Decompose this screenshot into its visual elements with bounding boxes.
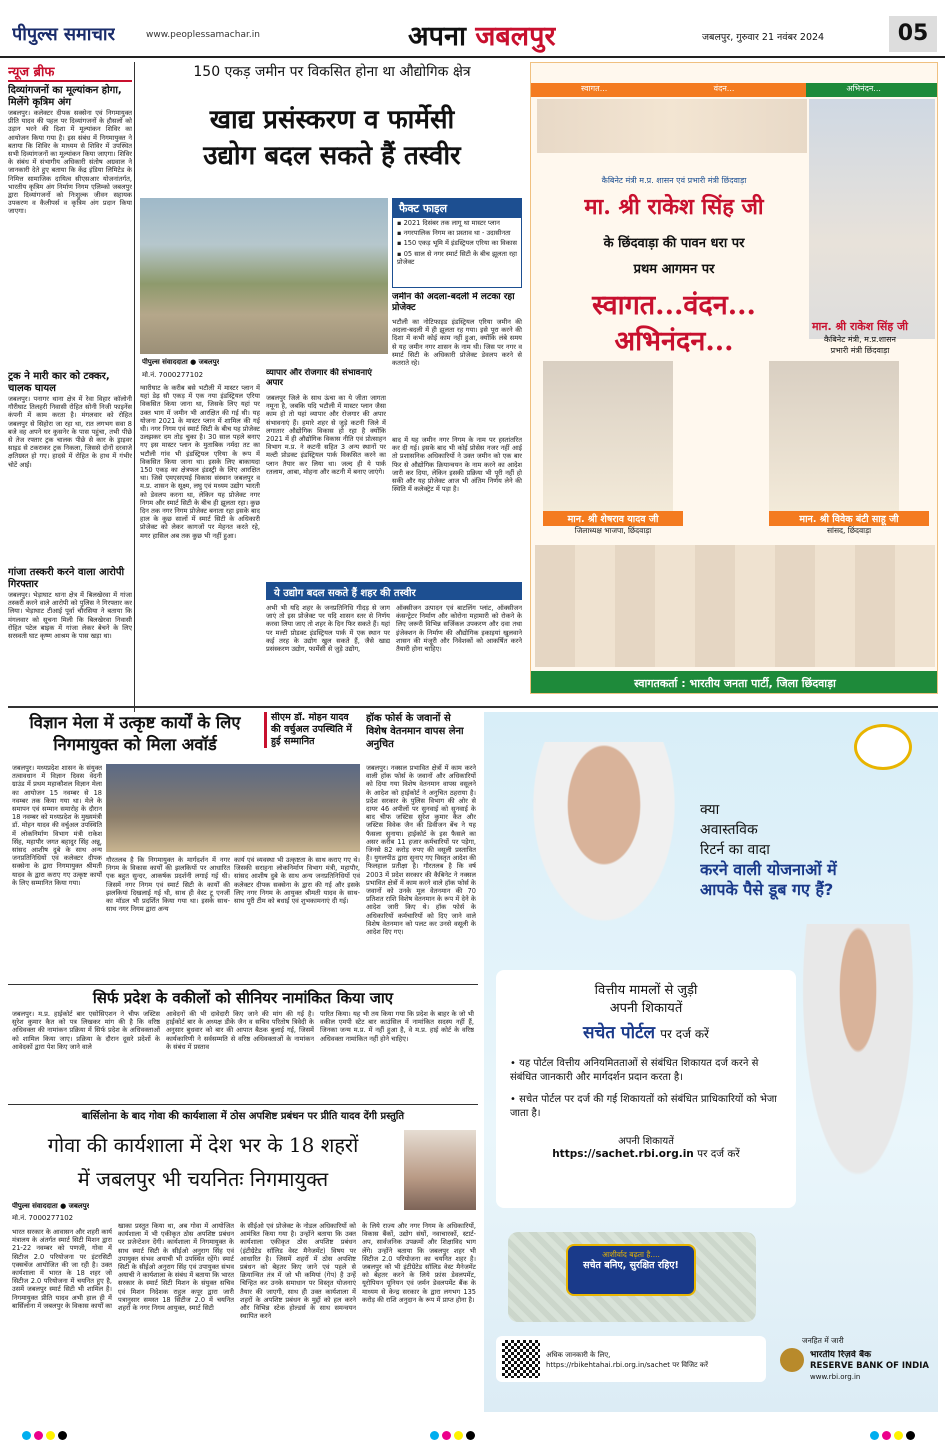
story-text: खाका प्रस्तुत किया था, अब गोवा में आयोजित कार्यशाला में भी एकीकृत ठोस अपशिष्ट प्रबंधन पर प्रजेन्टेशन देंगी। कार्यशाला में निगमायुक्त के साथ स्मार्ट सिटी के सीईओ अनुराग सिंह एवं उपायुक्त संभव अयाची भी उपस्थित रहेंगे। स्मार्ट सिटी के सीईओ अनुराग सिंह एवं उपायुक्त संभव अयाची ने कार्यशाला के संबंध में बताया कि भारत सरकार के स्मार्ट सिटी मिशन के संयुक्त सचिव एवं मिशन निदेशक राहुल कपूर द्वारा जारी पत्रानुसार समस्त 18 सिटीज 2.0 में चयनित शहरों के नगर निगम आयुक्त, स्मार्ट सिटी bbox=[118, 1222, 234, 1313]
brief-title: ट्रक ने मारी कार को टक्कर, चालक घायल bbox=[8, 371, 110, 394]
rbi-advert bbox=[484, 712, 938, 1412]
ad-designation: कैबिनेट मंत्री म.प्र. शासन एवं प्रभारी मंत्री छिंदवाड़ा bbox=[601, 176, 747, 185]
masthead bbox=[0, 0, 945, 58]
photo-credit: पीपुल्स संवाददाता ● जबलपुर bbox=[12, 1202, 90, 1210]
ad-right-caption: मान. श्री राकेश सिंह जी कैबिनेट मंत्री, म.प्र.शासन प्रभारी मंत्री छिंदवाड़ा bbox=[811, 320, 909, 355]
story-text: बाद में यह जमीन नगर निगम के नाम पर हस्तांतरित कर दी गई। इसके बाद भी कोई प्रोसेस नजर नहीं आई तो प्रशासनिक अधिकारियों ने उक्त जमीन को एक बार फिर से औद्योगिक क्रियान्वयन के नाम करने का आदेश जारी कर दिया, लेकिन इसकी प्रक्रिया भी पूरी नहीं हो सकी और यह प्रोजेक्ट आज भी अंतिम निर्णय लेने की स्थिति में कलेक्ट्रेट में पड़ा है। bbox=[392, 436, 522, 494]
leader-portrait bbox=[769, 361, 899, 511]
subhead: जमीन की अदला-बदली में लटका रहा प्रोजेक्ट bbox=[392, 292, 515, 313]
news-brief bbox=[8, 62, 132, 712]
rbi-emblem bbox=[780, 1348, 804, 1372]
factfile bbox=[392, 198, 522, 288]
story-text: आवेदनों की भी दावेदारी किए जाने की मांग की गई है। हाईकोर्ट बार के अध्यक्ष डीके जैन व सचिव परितोष त्रिवेदी के अनुसार बुधवार को बार की आपात बैठक बुलाई गई, जिसमें कार्यकारिणी ने सर्वसम्मति से वरिष्ठ अधिवक्ताओं के नामांकन के संबंध में प्रस्ताव bbox=[166, 1010, 314, 1051]
story-text: अभी भी यदि शहर के जनप्रतिनिधि गीदड़ से जाग जाएं तो इस प्रोजेक्ट पर यदि शासन स्तर से निर्णय करवा लिया जाए तो शहर के दिन फिर सकते हैं। यहां पर मल्टी प्रोडक्ट इंडस्ट्रियल पार्क में एक स्थान पर कई तरह के उद्योग खुल सकते हैं, जैसे खाद्य प्रसंस्करण उद्योग, फार्मेसी से जुड़े उद्योग, bbox=[266, 604, 390, 654]
masthead-url[interactable]: www.peoplessamachar.in bbox=[146, 30, 260, 40]
sachet-url[interactable]: https://sachet.rbi.org.in bbox=[552, 1148, 694, 1160]
section-rule bbox=[8, 706, 938, 708]
rbi-name: भारतीय रिज़र्व बैंक RESERVE BANK OF INDIA www.rbi.org.in bbox=[810, 1350, 929, 1381]
brand-logo: पीपुल्स समाचार bbox=[12, 24, 115, 45]
welcome-advert bbox=[530, 62, 938, 694]
story-text: ऑक्सीजन उत्पादन एवं बाटलिंग प्लांट, ऑक्सीजन कंसन्ट्रेटर निर्माण और कोरोना महामारी को रोकने के लिए जरूरी विभिन्न सर्जिकल उपकरण और दवा तथा इंजेक्शन के निर्माण की औद्योगिक इकाइयां खुलवाने शासन की मंजूरी और निवेशकों को आकर्षित करने तैयारी होना चाहिए। bbox=[396, 604, 522, 654]
science-photo bbox=[106, 764, 360, 852]
story-text: जबलपुर। मध्यप्रदेश शासन के संयुक्त तत्वावधान में विज्ञान दिवस वेदनी ग्राउंड में प्रथम महाकौशल विज्ञान मेला का आयोजन 15 नवम्बर से 18 नवम्बर तक किया गया था। मेले के समापन एवं सम्मान समारोह के दौरान 18 नवम्बर को मध्यप्रदेश के मुख्यमंत्री डॉ. मोहन यादव की वर्चुअल उपस्थिति में लोकनिर्माण विभाग मंत्री राकेश सिंह, महापौर जगत बहादुर सिंह अन्नू, सांसद आशीष दुबे के साथ अन्य जनप्रतिनिधियों एवं कलेक्टर दीपक सक्सेना के द्वारा निगमायुक्त श्रीमती यादव के द्वारा कराए गए उत्कृष्ट कार्यों के लिए सम्मानित किया गया। bbox=[12, 764, 102, 887]
section-title: अपना जबलपुर bbox=[408, 21, 556, 52]
hawk-headline: हॉक फोर्स के जवानों से विशेष वेतनमान वापस लेना अनुचित bbox=[366, 713, 464, 750]
registration-marks-left bbox=[22, 1431, 70, 1440]
science-headline: विज्ञान मेला में उत्कृष्ट कार्यों के लिए निगमायुक्त को मिला अवॉर्ड bbox=[29, 713, 241, 754]
ad-footer: स्वागतकर्ता : भारतीय जनता पार्टी, जिला छिंदवाड़ा bbox=[531, 671, 938, 694]
story-text: गौरतलब है कि निगमायुक्त के मार्गदर्शन में नगर निगम के विकास कार्यों की झलकियों पर आधारित एक बहुत सुन्दर, आकर्षक प्रदर्शनी लगाई गई थी। जिसमें नगर निगम एवं स्मार्ट सिटी के कार्यों की झलकियां दिखलाई गई थी, साथ ही वेस्ट टू एनर्जी का मॉडल भी प्रदर्शित किया गया था। इसके साथ-साथ नगर निगम द्वारा अन्य bbox=[106, 856, 230, 914]
brief-body: जबलपुर। भेड़ाघाट थाना क्षेत्र में बिलखेरवा में गांजा तस्करी करने वाले आरोपी को पुलिस ने गिरफ्तार कर लिया। भेड़ाघाट टीआई पूर्वा चौरसिया ने बताया कि मंगलवार को सूचना मिली कि बिलखेरवा निवासी रोहित पटेल बाइक में गांजा लेकर बेचने के लिए सरस्वती घाट कृष्ण आश्रम के पास खड़ा था। bbox=[8, 591, 132, 641]
brief-title: गांजा तस्करी करने वाला आरोपी गिरफ्तार bbox=[8, 567, 125, 590]
rbi-info-box: वित्तीय मामलों से जुड़ी अपनी शिकायतें सचेत पोर्टल पर दर्ज करें • यह पोर्टल वित्तीय अनियमितताओं से संबंधित शिकायत दर्ज करने से संबंधित जानकारी और मार्गदर्शन प्रदान करता है। • सचेत पोर्टल पर दर्ज की गई शिकायतों को संबंधित प्राधिकारियों को भेजा जाता है। अपनी शिकायतें https://sachet.rbi.org.in पर दर्ज करें bbox=[496, 970, 796, 1208]
ad-abhinandan: अभिनंदन... bbox=[614, 326, 734, 357]
story-text: भटौली का नोटिफाइड इंडस्ट्रियल एरिया जमीन की अदला-बदली में ही झूलता रह गया। इसे पूरा करने की दिशा में कभी कोई काम नहीं हुआ, क्योंकि लंबे समय से यह जमीन नगर शासन के नाम थी। जिस पर नगर व स्मार्ट सिटी के अधिकारी प्रोजेक्ट डेवलप करने से कतराते रहे। bbox=[392, 318, 522, 368]
leader-portrait bbox=[543, 361, 673, 511]
officer-portrait bbox=[404, 1130, 476, 1210]
story-text: जबलपुर जिले के साथ ऊंचा का ये जीता जागता नमूना है, जबकि यदि भटौली में मास्टर प्लान जैसा काम हो तो यहां व्यापार और रोजगार की अपार संभावनाएं हैं। हमारे शहर से जुड़े कटनी जिले में लगातार औद्योगिक विकास हो रहा है क्योंकि 2021 में ही औद्योगिक विकास नीति एवं प्रोत्साहन विभाग म.प्र. ने कटनी सहित 3 अन्य स्थानों पर मल्टी प्रोडक्ट इंडस्ट्रियल पार्क विकसित करने का प्लान तैयार कर लिया था। जल्द ही ये पार्क रतलाम, आबा, मोहना और कटनी में बनाए जाएंगे। bbox=[266, 394, 386, 476]
brief-body: जबलपुर। कलेक्टर दीपक सक्सेना एवं निगमायुक्त प्रीति यादव की पहल पर दिव्यांगजनों के हौसलों को उड़ान भरने की दिशा में मूल्यांकन शिविर का आयोजन किया गया है। इस संबंध में निगमायुक्त ने बताया कि शिविर के माध्यम से शिविर में उपस्थित सभी दिव्यांगजनों का मूल्यांकन किया जाएगा। शिविर के संबंध में संभागीय अधिकारी संतोष अग्रवाल ने जानकारी देते हुए बताया कि केंद्र इंडिया लिमिटेड के निमित्त सामाजिक दायित्व सीएसआर योजनांतर्गत, भारतीय कृत्रिम अंग निर्माण निगम एलिम्को जबलपुर द्वारा दिव्यांगजनों को निःशुल्क जीवन सहायक उपकरण व कैलीपर्स व कृत्रिम अंग प्रदान किया जाएगा। bbox=[8, 109, 132, 216]
story-text: जबलपुर। म.प्र. हाईकोर्ट बार एसोसिएशन ने चीफ जस्टिस सुरेश कुमार कैत को पत्र लिखकर मांग की है कि वरिष्ठ अधिवक्ता की नामांकन प्रक्रिया में सिर्फ प्रदेश के अधिवक्ताओं को शामिल किया जाए। प्रक्रिया के दौरान दूसरे प्रदेशों के आवेदकों द्वारा पेश किए जाने वाले bbox=[12, 1010, 160, 1051]
story-text: कार्य एवं व्यवस्था भी उत्कृष्टता के साथ कराए गए थे। जिसकी सराहना लोकनिर्माण विभाग मंत्री, महापौर, सांसद आशीष दुबे के साथ अन्य जनप्रतिनिधियों एवं कलेक्टर दीपक सक्सेना के द्वारा की गई और इसके लिए नगर निगम के आयुक्त श्रीमती यादव के साथ-साथ पूरी टीम को बधाई एवं शुभकामनाएं दी गई। bbox=[234, 856, 360, 906]
brief-body: जबलपुर। पनागर थाना क्षेत्र में रेवा विहार कॉलोनी गौरीघाट तिलहरी निवासी रोहित सोनी निजी फाइनेंस कंपनी में काम करता है। मंगलवार को रोहित जबलपुर से सिहोरा जा रहा था, रात लगभग सवा 8 बजे वह अपने घर कुसनेर के पास पहुंचा, तभी पीछे से तेज रफ्तार ट्रक चालक पीछे से कार के ड्राइवर साइड से टकराकर ट्रक निकला, जिससे दोनों दरवाजे क्षतिग्रस्त हो गए। हादसे में रोहित के हाथ में गंभीर चोटें आईं। bbox=[8, 395, 132, 469]
story-text: ग्वारीघाट के करीब बसे भटौली में मास्टर प्लान में यहां डेढ़ सौ एकड़ में एक नया इंडस्ट्रियल एरिया विकसित किया जाना था, जिसके लिए यहां पर उक्त भाग में जमीन भी आरक्षित की गई थी। यह योजना 2021 के मास्टर प्लान में शामिल की गई थी। नगर निगम एवं स्मार्ट सिटी के बीच यह प्रोजेक्ट उलझकर दम तोड़ चुका है। 30 साल पहले बनाए गए इस मास्टर प्लान के मुताबिक नर्मदा तट का भटौली गांव भी इंडस्ट्रियल एरिया के रूप में विकसित किया जाना था। इसके लिए बाकायदा 150 एकड़ का क्षेत्रफल इंडस्ट्री के लिए आरक्षित था। जिसे एमएसएमई विकास संस्थान जबलपुर व म.प्र. शासन के सूक्ष्म, लघु एवं मध्यम उद्योग भारती को डेवलप करना था, लेकिन यह प्रोजेक्ट नगर निगम और स्मार्ट सिटी के बीच ही झूलता रहा। कुछ दिन तक नगर निगम प्रोजेक्ट बनाता रहा इसके बाद हाल के कुछ सालों में स्मार्ट सिटी के अधिकारी प्रोजेक्ट को लेकर कागजों पर मेहनत करते रहे, मगर हासिल अब तक कुछ भी नहीं हुआ। bbox=[140, 384, 260, 540]
story-text: भारत सरकार के आवासन और शहरी कार्य मंत्रालय के अंतर्गत स्मार्ट सिटी मिशन द्वारा 21-22 नवम्बर को पणजी, गोवा में सिटीज 2.0 परियोजना पर इंटरसिटी एक्सचेंज आयोजित की जा रही है। उक्त कार्यशाला में भारत के 18 शहर जो सिटीज 2.0 परियोजना में चयनित हुए है, उसमें जबलपुर स्मार्ट सिटी भी शामिल है। निगमायुक्त प्रीति यादव अभी हाल ही में बार्सिलोना में जबलपुर के विकास कार्यों का bbox=[12, 1228, 112, 1310]
factfile-title: फैक्ट फाइल bbox=[393, 199, 521, 218]
factfile-item: ▪ 2021 दिसंबर तक लागू था मास्टर प्लान bbox=[397, 219, 500, 227]
brief-title: दिव्यांगजनों का मूल्यांकन होगा, मिलेंगे कृत्रिम अंग bbox=[8, 85, 122, 108]
ad-minister-name: मा. श्री राकेश सिंह जी bbox=[584, 194, 764, 220]
rbi-question: क्या अवास्तविक रिटर्न का वादा करने वाली योजनाओं में आपके पैसे डूब गए हैं? bbox=[700, 802, 837, 899]
goa-headline: गोवा की कार्यशाला में देश भर के 18 शहरों में जबलपुर भी चयनितः निगमायुक्त bbox=[47, 1133, 359, 1191]
phone-number: मो.नं. 7000277102 bbox=[12, 1214, 74, 1222]
registration-marks-center bbox=[430, 1431, 478, 1440]
factfile-item: ▪ 150 एकड़ भूमि में इंडस्ट्रियल एरिया का विकास bbox=[397, 239, 517, 248]
minister-portrait bbox=[809, 99, 935, 339]
ad-line: के छिंदवाड़ा की पावन धरा पर bbox=[603, 236, 745, 251]
section-rule bbox=[8, 984, 478, 985]
section-rule bbox=[8, 1104, 478, 1105]
qr-code[interactable] bbox=[502, 1340, 540, 1378]
subhead: व्यापार और रोजगार की संभावनाएं अपार bbox=[266, 368, 373, 388]
science-subhead: सीएम डॉ. मोहन यादव की वर्चुअल उपस्थिति में हुई सम्मानित bbox=[264, 712, 360, 748]
brief-label: न्यूज ब्रीफ bbox=[8, 62, 132, 82]
goa-kicker: बार्सिलोना के बाद गोवा की कार्यशाला में ठोस अपशिष्ट प्रबंधन पर प्रीति यादव देंगी प्रस्तुति bbox=[81, 1111, 405, 1122]
leader-caption: मान. श्री शेषराव यादव जी जिलाध्यक्ष भाजपा, छिंदवाड़ा bbox=[543, 511, 683, 536]
public-interest: जनहित में जारी bbox=[802, 1336, 844, 1345]
page-number: 05 bbox=[889, 16, 937, 52]
column-divider bbox=[134, 62, 135, 712]
photo-credit: पीपुल्स संवाददाता ● जबलपुर bbox=[142, 358, 220, 366]
ad-line: प्रथम आगमन पर bbox=[633, 262, 715, 277]
slogan-badge: आशीर्वाद बढ़ता है.... सचेत बनिए, सुरक्षित रहिए! bbox=[566, 1244, 696, 1296]
story-text: के सीईओ एवं प्रोजेक्ट के नोडल अधिकारियों को आमंत्रित किया गया है। उन्होंने बताया कि उक्त कार्यशाला एकीकृत ठोस अपशिष्ट प्रबंधन (इंटीग्रेटेड सॉलिड वेस्ट मैनेजमेंट) विषय पर आधारित है। जिसमें शहरों में ठोस अपशिष्ट प्रबंधन को बेहतर किए जाने एवं पहले से क्रियान्वित तंत्र में जो भी कमियां (गेप) है उन्हें चिन्हित कर उनके समाधान पर विस्तृत योजनाएं तैयार की जाएगी, साथ ही उक्त कार्यशाला में शहरों के अपशिष्ट प्रबंधन के मुद्दों को हल करने और विभिन्न स्टेक होल्डर्स के साथ समन्वयन स्थापित करने bbox=[240, 1222, 356, 1321]
leader-caption: मान. श्री विवेक बंटी साहू जी सांसद, छिंदवाड़ा bbox=[769, 511, 929, 536]
factfile-item: ▪ नगरपालिक निगम का प्रस्ताव था - उदासीनता bbox=[397, 229, 511, 238]
lead-kicker: 150 एकड़ जमीन पर विकसित होना था औद्योगिक क्षेत्र bbox=[193, 64, 471, 80]
more-info: अधिक जानकारी के लिए, https://rbikehtahai.rbi.org.in/sachet पर विजिट करें bbox=[546, 1351, 709, 1369]
story-text: जबलपुर। नक्सल प्रभावित क्षेत्रों में काम करने वाली हॉक फोर्स के जवानों और अधिकारियों को दिया गया विशेष वेतनमान वापस वसूलने के आदेश को हाईकोर्ट ने अनुचित ठहराया है। प्रदेश सरकार के पुलिस विभाग की ओर से दायर 46 अपीलों पर सुनवाई को सुनवाई के बाद चीफ जस्टिस सुरेश कुमार कैत और जस्टिस विवेक जैन की डिवीजन बेंच ने यह फैसला सुनाया। हाईकोर्ट के इस फैसले का असर करीब 11 हजार कर्मचारियों पर पड़ेगा, जिनसे 82 करोड़ रुपए की वसूली प्रस्तावित है। युगलपीठ द्वारा सुनाए गए विस्तृत आदेश की फिलहाल प्रतीक्षा है। गौरतलब है कि वर्ष 2003 में प्रदेश सरकार की कैबिनेट ने नक्सल प्रभावित क्षेत्रों में काम करने वाले हॉक फोर्स के जवानों को उनके मूल वेतनमान की 70 प्रतिशत राशि विशेष वेतनमान के रूप में देने के आदेश जारी किए थे। हॉक फोर्स के अधिकारियों कर्मचारियों को दिए जाने वाले विशेष वेतनमान को पलट कर उनसे वसूली के आदेश दिए गए। bbox=[366, 764, 476, 937]
rbi-logo-badge bbox=[854, 724, 912, 770]
lead-headline: खाद्य प्रसंस्करण व फार्मेसी उद्योग बदल सकते हैं तस्वीर bbox=[203, 105, 461, 171]
phone-number: मो.नं. 7000277102 bbox=[142, 371, 204, 379]
ad-swagat: स्वागत...वंदन... bbox=[592, 290, 756, 321]
ad-tab-row: स्वागत... वंदन... अभिनंदन... bbox=[531, 83, 938, 97]
man-pointing bbox=[788, 924, 928, 1224]
story-text: पारित किया। यह भी तय किया गया कि प्रदेश के बाहर के जो भी वकील एमपी स्टेट बार काउंसिल में नामांकित सदस्य नहीं हैं, जिनका जन्म म.प्र. में नहीं हुआ है, वे म.प्र. हाई कोर्ट के वरिष्ठ अधिवक्ता नामांकित नहीं होने चाहिए। bbox=[320, 1010, 474, 1043]
group-photos bbox=[535, 545, 935, 667]
registration-marks-right bbox=[870, 1431, 918, 1440]
man-figure bbox=[514, 742, 694, 952]
dateline: जबलपुर, गुरुवार 21 नवंबर 2024 bbox=[702, 32, 825, 43]
factfile-item: ▪ 05 साल से नगर स्मार्ट सिटी के बीच झूलता रहा प्रोजेक्ट bbox=[397, 249, 517, 266]
leaders-strip bbox=[537, 99, 807, 153]
story-text: के लिये राज्य और नगर निगम के अधिकारियों, विकास बैंकों, उद्योग संघों, नवाचारकों, स्टार्ट-अप, सार्वजनिक उपक्रमों और शिक्षाविद भाग लेंगे। उन्होंने बताया कि जबलपुर शहर भी सिटीज 2.0 परियोजना का चयनित शहर है। जबलपुर को भी इंटीग्रेटेड सॉलिड वेस्ट मैनेजमेंट को बेहतर करने के लिये फ्रांस डेवलपमेंट, यूरोपियन यूनियन एवं जर्मन डेवलपमेंट बैंक के माध्यम से केन्द्र सरकार के द्वारा लगभग 135 करोड़ की राशि अनुदान के रूप में प्राप्त होना है। bbox=[362, 1222, 476, 1304]
more-info-url[interactable]: https://rbikehtahai.rbi.org.in/sachet bbox=[546, 1361, 671, 1369]
lead-photo bbox=[140, 198, 388, 354]
rbi-website[interactable]: www.rbi.org.in bbox=[810, 1373, 861, 1381]
section-bar: ये उद्योग बदल सकते हैं शहर की तस्वीर bbox=[266, 582, 522, 600]
lawyers-headline: सिर्फ प्रदेश के वकीलों को सीनियर नामांकित किया जाए bbox=[92, 989, 394, 1007]
